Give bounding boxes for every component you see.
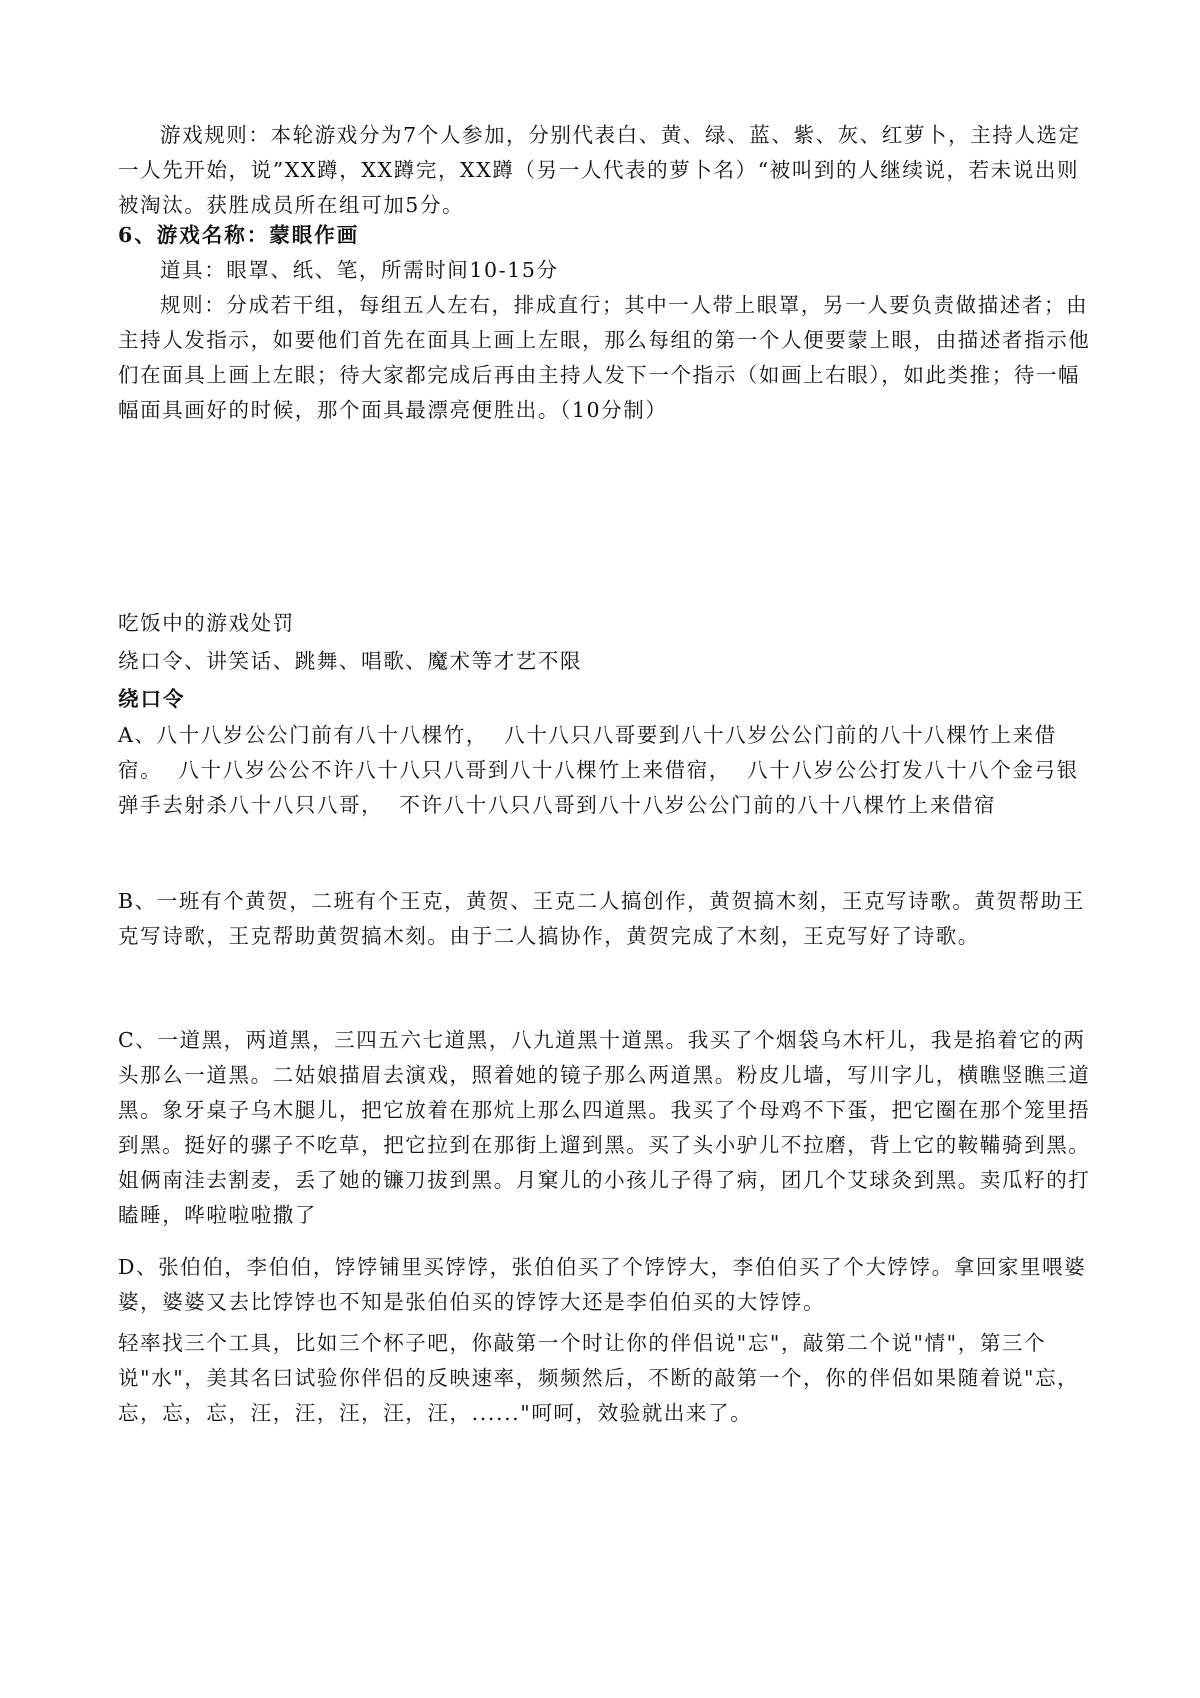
tongue-twister-d: D、张伯伯，李伯伯，饽饽铺里买饽饽，张伯伯买了个饽饽大，李伯伯买了个大饽饽。拿回家里喂婆婆，婆婆又去比饽饽也不知是张伯伯买的饽饽大还是李伯伯买的大饽饽。 [118,1255,1087,1314]
game6-rules: 规则：分成若干组，每组五人左右，排成直行；其中一人带上眼罩，另一人要负责做描述者；由主持人发指示，如要他们首先在面具上画上左眼，那么每组的第一个人便要蒙上眼，由描述者指示他们在面具上画上左眼；待大家都完成后再由主持人发下一个指示（如画上右眼），如此类推；待一幅幅面具画好的时候，那个面具最漂亮便胜出。（10分制） [118,293,1091,422]
game6-props: 道具：眼罩、纸、笔，所需时间10-15分 [160,258,559,282]
game6-title: 6、游戏名称：蒙眼作画 [118,223,360,247]
penalty-title: 吃饭中的游戏处罚 [118,611,295,635]
closing-paragraph: 轻率找三个工具，比如三个杯子吧，你敲第一个时让你的伴侣说"忘"，敲第二个说"情"，第三个说"水"，美其名曰试验你伴侣的反映速率，频频然后，不断的敲第一个，你的伴侣如果随着说"忘，忘，忘，忘，汪，汪，汪，汪，汪，......"呵呵，效验就出来了。 [118,1331,1080,1425]
penalty-list: 绕口令、讲笑话、跳舞、唱歌、魔术等才艺不限 [118,649,583,673]
game-rules-paragraph: 游戏规则：本轮游戏分为7个人参加，分别代表白、黄、绿、蓝、紫、灰、红萝卜，主持人选定一人先开始，说”XX蹲，XX蹲完，XX蹲（另一人代表的萝卜名）“被叫到的人继续说，若未说出则被淘汰。获胜成员所在组可加5分。 [118,123,1081,217]
tongue-twister-c: C、一道黑，两道黑，三四五六七道黑，八九道黑十道黑。我买了个烟袋乌木杆儿，我是掐着它的两头那么一道黑。二姑娘描眉去演戏，照着她的镜子那么两道黑。粉皮儿墙，写川字儿，横瞧竖瞧三道黑。象牙桌子乌木腿儿，把它放着在那炕上那么四道黑。我买了个母鸡不下蛋，把它圈在那个笼里捂到黑。挺好的骡子不吃草，把它拉到在那街上遛到黑。买了头小驴儿不拉磨，背上它的鞍鞴骑到黑。姐俩南洼去割麦，丢了她的镰刀拔到黑。月窠儿的小孩儿子得了病，团几个艾球灸到黑。卖瓜籽的打瞌睡，哗啦啦啦撒了 [118,1028,1091,1227]
tongue-twister-a: A、八十八岁公公门前有八十八棵竹， 八十八只八哥要到八十八岁公公门前的八十八棵竹上来借宿。 八十八岁公公不许八十八只八哥到八十八棵竹上来借宿， 八十八岁公公打发八十八个金弓银弹手去射杀八十八只八哥， 不许八十八只八哥到八十八岁公公门前的八十八棵竹上来借宿 [118,723,1079,817]
tongue-twister-heading: 绕口令 [118,687,186,711]
tongue-twister-b: B、一班有个黄贺，二班有个王克，黄贺、王克二人搞创作，黄贺搞木刻，王克写诗歌。黄贺帮助王克写诗歌，王克帮助黄贺搞木刻。由于二人搞协作，黄贺完成了木刻，王克写好了诗歌。 [118,889,1085,948]
